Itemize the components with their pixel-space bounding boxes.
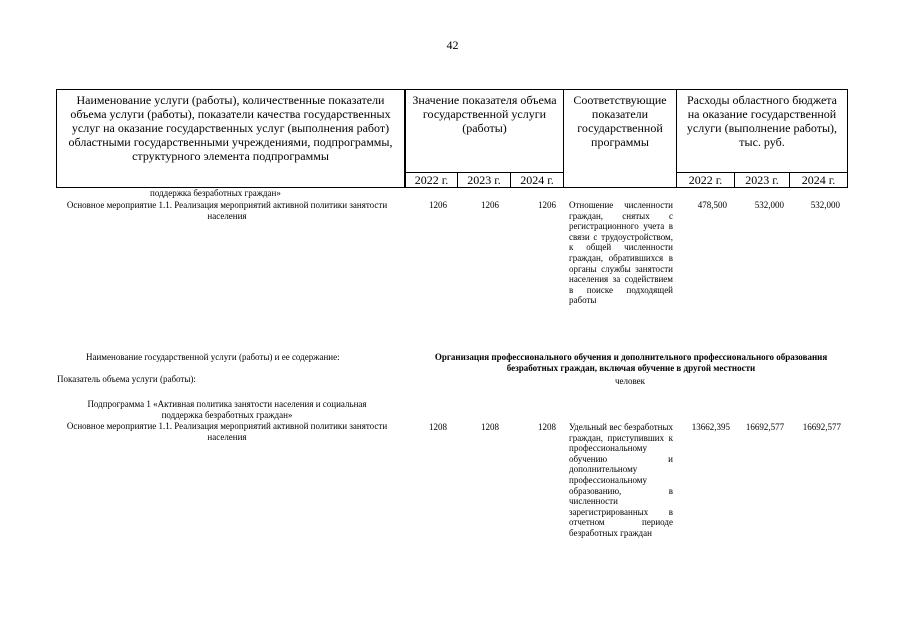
activity-1-1: Основное мероприятие 1.1. Реализация мероприятий активной политики занятости населения	[66, 200, 388, 221]
header-year-2023-value: 2023 г.	[457, 172, 511, 188]
expense-2024: 532,000	[810, 200, 840, 210]
subprogram-1: Подпрограмма 1 «Активная политика занятости населения и социальная поддержка безработных граждан»	[87, 399, 367, 420]
header-year-2023-expense: 2023 г.	[734, 172, 790, 188]
value-2024: 1208	[538, 422, 556, 432]
expense-2022: 478,500	[697, 200, 727, 210]
header-year-2022-value: 2022 г.	[405, 172, 458, 188]
service-name: Организация профессионального обучения и дополнительного профессионального образования безработных граждан, включая обучение в другой местности	[434, 352, 828, 373]
volume-label: Показатель объема услуги (работы):	[57, 374, 196, 384]
header-year-2022-expense: 2022 г.	[676, 172, 735, 188]
program-indicator: Отношение численности граждан, снятых с регистрационного учета в связи с трудоустройством, к общей численности граждан, обратившихся в органы службы занятости населения за содействием в поиске подходящей работы	[569, 200, 673, 306]
header-year-2024-expense: 2024 г.	[789, 172, 848, 188]
value-2022: 1208	[429, 422, 447, 432]
header-col-program-indicators: Соответствующие показатели государственной программы	[563, 89, 677, 188]
service-name-label: Наименование государственной услуги (работы) и ее содержание:	[86, 352, 340, 362]
value-2022: 1206	[429, 200, 447, 210]
table-header	[56, 89, 848, 188]
value-2023: 1208	[481, 422, 499, 432]
expense-2024: 16692,577	[802, 422, 841, 432]
header-col-expenses: Расходы областного бюджета на оказание государственной услуги (выполнение работы), тыс. руб.	[676, 89, 848, 173]
activity-1-1: Основное мероприятие 1.1. Реализация мероприятий активной политики занятости населения	[66, 421, 388, 442]
expense-2023: 532,000	[754, 200, 784, 210]
header-col-service-name: Наименование услуги (работы), количественные показатели объема услуги (работы), показатели качества государственных услуг на оказание государственных услуг (выполнения работ) областными государственными учреждениями, подпрограммы, структурного элемента подпрограммы	[56, 89, 405, 188]
value-2023: 1206	[481, 200, 499, 210]
expense-2023: 16692,577	[745, 422, 785, 432]
page-number: 42	[446, 38, 459, 52]
program-indicator: Удельный вес безработных граждан, приступивших к профессиональному обучению и дополнительному профессиональному образованию, в численности зарегистрированных в отчетном периоде безработных граждан	[569, 422, 673, 538]
header-year-2024-value: 2024 г.	[510, 172, 564, 188]
expense-2022: 13662,395	[691, 422, 730, 432]
header-col-volume-value: Значение показателя объема государственной услуги (работы)	[405, 89, 564, 173]
volume-unit: человек	[614, 376, 646, 386]
subprogram-continued: поддержка безработных граждан»	[150, 188, 281, 198]
value-2024: 1206	[538, 200, 556, 210]
